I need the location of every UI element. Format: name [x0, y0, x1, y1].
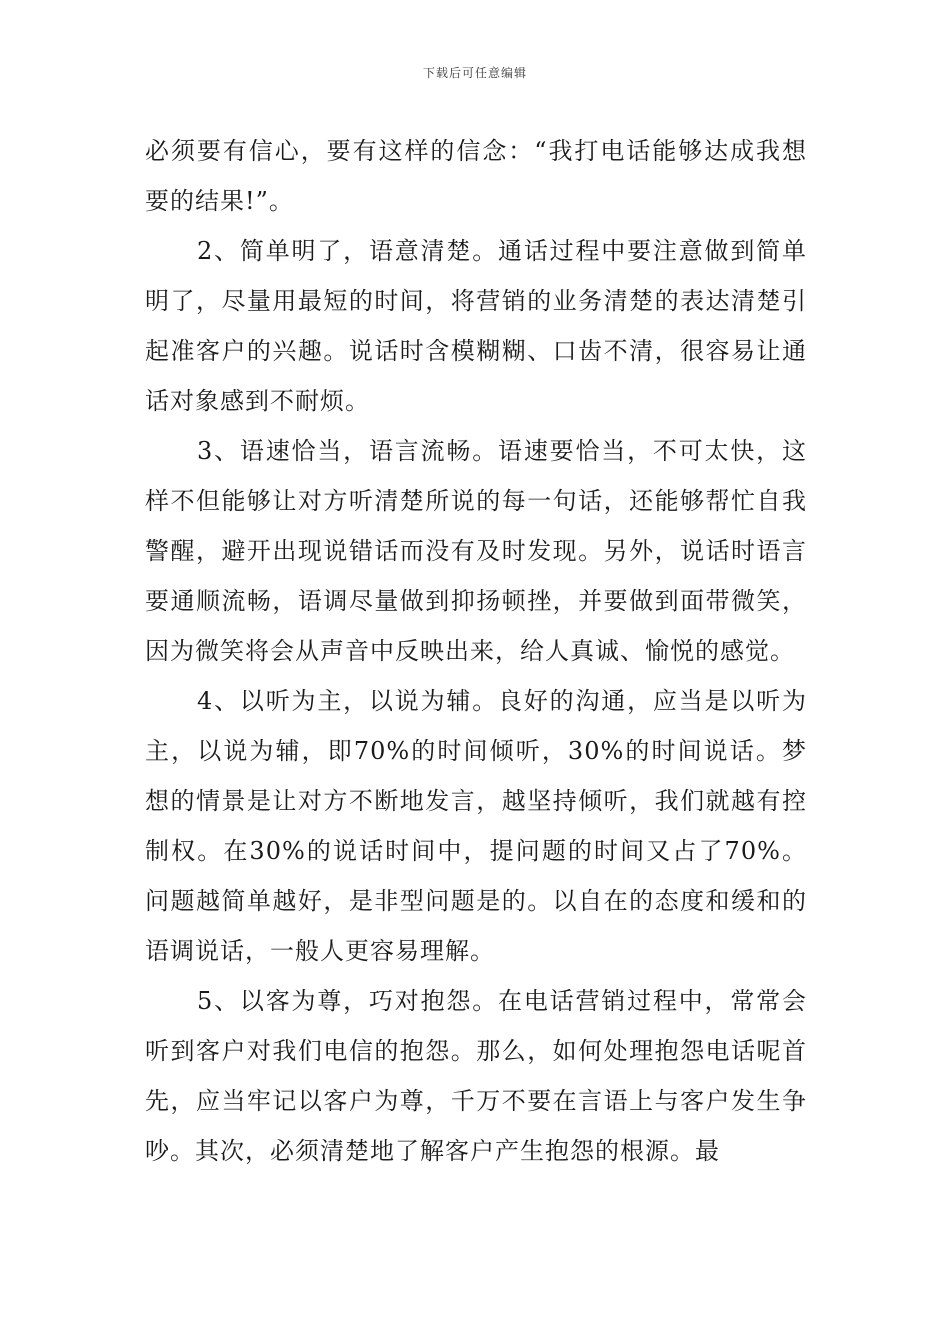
paragraph-continuation: 必须要有信心，要有这样的信念：“我打电话能够达成我想要的结果!”。 — [145, 137, 807, 215]
document-body — [145, 126, 807, 1176]
paragraph-point-5: 5、以客为尊，巧对抱怨。在电话营销过程中，常常会听到客户对我们电信的抱怨。那么，如何处理抱怨电话呢首先，应当牢记以客户为尊，千万不要在言语上与客户发生争吵。其次，必须清楚地了解客户产生抱怨的根源。最 — [145, 987, 807, 1165]
paragraph-point-3: 3、语速恰当，语言流畅。语速要恰当，不可太快，这样不但能够让对方听清楚所说的每一句话，还能够帮忙自我警醒，避开出现说错话而没有及时发现。另外，说话时语言要通顺流畅，语调尽量做到抑扬顿挫，并要做到面带微笑，因为微笑将会从声音中反映出来，给人真诚、愉悦的感觉。 — [145, 437, 807, 665]
paragraph-point-2: 2、简单明了，语意清楚。通话过程中要注意做到简单明了，尽量用最短的时间，将营销的业务清楚的表达清楚引起准客户的兴趣。说话时含模糊糊、口齿不清，很容易让通话对象感到不耐烦。 — [145, 237, 807, 415]
page-header: 下载后可任意编辑 — [422, 66, 527, 80]
paragraph-point-4: 4、以听为主，以说为辅。良好的沟通，应当是以听为主，以说为辅，即70%的时间倾听，30%的时间说话。梦想的情景是让对方不断地发言，越坚持倾听，我们就越有控制权。在30%的说话时间中，提问题的时间又占了70%。问题越简单越好，是非型问题是的。以自在的态度和缓和的语调说话，一般人更容易理解。 — [145, 687, 807, 965]
